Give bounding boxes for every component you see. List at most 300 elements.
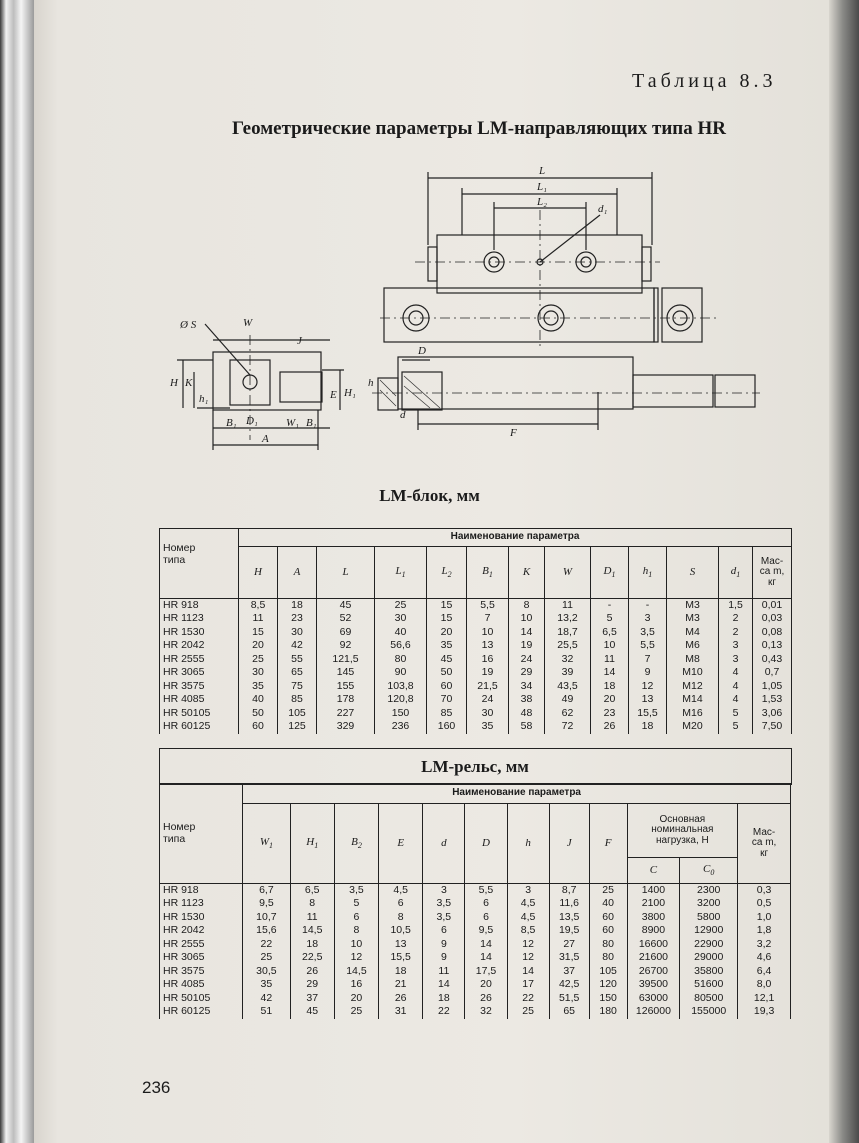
rail-table [159,783,791,1019]
value-cell: M12 [667,680,719,694]
rail-column-headers [160,804,791,858]
value-cell: 13,2 [545,612,591,626]
value-cell: 8,0 [738,978,791,992]
value-cell: 26700 [627,965,680,979]
value-cell: 6 [423,924,465,938]
value-cell: 8,5 [239,599,278,613]
rail-col-header: $H_1$ [290,804,334,884]
value-cell: 25 [243,951,290,965]
rail-load-col-header: $C_0$ [680,858,738,884]
value-cell: 18 [629,720,667,734]
type-cell: HR 60125 [160,720,239,734]
value-cell: 25 [334,1005,378,1019]
value-cell: 80 [375,653,427,667]
value-cell: 42 [278,639,317,653]
label-K: K [185,377,193,389]
value-cell: M10 [667,666,719,680]
value-cell: 3 [423,884,465,898]
value-cell: 19,5 [549,924,589,938]
value-cell: 18 [379,965,423,979]
value-cell: 2100 [627,897,680,911]
rail-subtitle-frame [159,748,792,785]
rail-subtitle: LM-рельс, мм [421,757,529,776]
value-cell: 121,5 [317,653,375,667]
value-cell: 50 [427,666,467,680]
value-cell: 4 [719,680,753,694]
value-cell: 1,0 [738,911,791,925]
type-cell: HR 2555 [160,653,239,667]
value-cell: 35 [427,639,467,653]
value-cell: 3 [507,884,549,898]
value-cell: 32 [465,1005,507,1019]
value-cell: 10 [467,626,509,640]
type-cell: HR 3065 [160,666,239,680]
type-cell: HR 3575 [160,680,239,694]
table-row [160,978,791,992]
value-cell: 35 [239,680,278,694]
value-cell: 3200 [680,897,738,911]
block-col-header: $D_1$ [591,547,629,599]
value-cell: 52 [317,612,375,626]
label-d1: d₁ [598,203,608,215]
value-cell: M3 [667,612,719,626]
value-cell: 32 [545,653,591,667]
table-row [160,680,792,694]
value-cell: 80 [589,938,627,952]
type-cell: HR 4085 [160,978,243,992]
value-cell: 2 [719,626,753,640]
type-cell: HR 918 [160,599,239,613]
value-cell: 5800 [680,911,738,925]
value-cell: 50 [239,707,278,721]
label-W1: W₁ [286,417,299,429]
value-cell: 9 [629,666,667,680]
value-cell: 14 [509,626,545,640]
value-cell: 6 [379,897,423,911]
value-cell: 60 [427,680,467,694]
value-cell: 65 [549,1005,589,1019]
value-cell: 34 [509,680,545,694]
block-col-header: $L_2$ [427,547,467,599]
value-cell: 31 [379,1005,423,1019]
type-cell: HR 1123 [160,612,239,626]
value-cell: 31,5 [549,951,589,965]
label-J: J [297,335,302,347]
value-cell: 1400 [627,884,680,898]
value-cell: M3 [667,599,719,613]
type-cell: HR 2555 [160,938,243,952]
value-cell: 15,6 [243,924,290,938]
value-cell: 12 [507,938,549,952]
value-cell: 45 [427,653,467,667]
value-cell: 8 [379,911,423,925]
block-col-header: S [667,547,719,599]
value-cell: 22,5 [290,951,334,965]
value-cell: 20 [591,693,629,707]
value-cell: 18 [423,992,465,1006]
table-row [160,612,792,626]
value-cell: 5 [334,897,378,911]
value-cell: 8 [509,599,545,613]
value-cell: 65 [278,666,317,680]
value-cell: 9,5 [243,897,290,911]
type-cell: HR 1530 [160,626,239,640]
value-cell: - [629,599,667,613]
value-cell: 63000 [627,992,680,1006]
label-H1: H₁ [344,387,356,399]
value-cell: 11 [290,911,334,925]
value-cell: 0,03 [753,612,792,626]
value-cell: 72 [545,720,591,734]
value-cell: 178 [317,693,375,707]
value-cell: 75 [278,680,317,694]
value-cell: 14 [465,951,507,965]
value-cell: 0,08 [753,626,792,640]
value-cell: 12 [507,951,549,965]
value-cell: 40 [375,626,427,640]
value-cell: 5 [719,720,753,734]
value-cell: 15 [427,612,467,626]
type-cell: HR 1530 [160,911,243,925]
block-subtitle: LM-блок, мм [379,486,480,505]
value-cell: 22 [243,938,290,952]
block-top-view [437,235,642,293]
value-cell: 8,7 [549,884,589,898]
value-cell: 16600 [627,938,680,952]
value-cell: 19 [467,666,509,680]
value-cell: 25 [589,884,627,898]
value-cell: 160 [427,720,467,734]
value-cell: 26 [465,992,507,1006]
value-cell: 4,6 [738,951,791,965]
value-cell: 150 [375,707,427,721]
label-h1: h₁ [199,393,209,405]
label-A: A [262,433,269,445]
rail-col-header: $W_1$ [243,804,290,884]
value-cell: 80 [589,951,627,965]
value-cell: 1,53 [753,693,792,707]
value-cell: 51600 [680,978,738,992]
value-cell: 17 [507,978,549,992]
type-cell: HR 60125 [160,1005,243,1019]
label-L1: L₁ [537,181,547,193]
value-cell: 5,5 [629,639,667,653]
value-cell: 29000 [680,951,738,965]
rail-col-header: h [507,804,549,884]
value-cell: 18,7 [545,626,591,640]
value-cell: 60 [589,911,627,925]
table-row [160,639,792,653]
table-row [160,599,792,613]
value-cell: 7,50 [753,720,792,734]
value-cell: 20 [465,978,507,992]
value-cell: 6,7 [243,884,290,898]
value-cell: 20 [334,992,378,1006]
block-col-header: $d_1$ [719,547,753,599]
value-cell: 0,43 [753,653,792,667]
value-cell: 15 [427,599,467,613]
block-col-header: L [317,547,375,599]
type-cell: HR 3065 [160,951,243,965]
rail-param-header: Наименование параметра [243,784,791,804]
value-cell: 9 [423,951,465,965]
value-cell: 20 [427,626,467,640]
value-cell: 6 [334,911,378,925]
table-row [160,924,791,938]
value-cell: 14 [591,666,629,680]
value-cell: 6 [465,911,507,925]
block-column-headers [160,547,792,599]
value-cell: 13 [629,693,667,707]
value-cell: 23 [591,707,629,721]
value-cell: 3 [629,612,667,626]
value-cell: 24 [467,693,509,707]
value-cell: 0,7 [753,666,792,680]
value-cell: 10,5 [379,924,423,938]
value-cell: 155000 [680,1005,738,1019]
value-cell: 35800 [680,965,738,979]
value-cell: 15 [239,626,278,640]
value-cell: 43,5 [545,680,591,694]
value-cell: 180 [589,1005,627,1019]
block-col-header: K [509,547,545,599]
value-cell: M4 [667,626,719,640]
table-row [160,884,791,898]
value-cell: 12 [334,951,378,965]
value-cell: 3800 [627,911,680,925]
value-cell: 145 [317,666,375,680]
block-col-header: $L_1$ [375,547,427,599]
value-cell: 1,8 [738,924,791,938]
rail-col-header: D [465,804,507,884]
value-cell: 25 [239,653,278,667]
value-cell: 3 [719,653,753,667]
label-D1: D₁ [246,415,258,427]
value-cell: - [591,599,629,613]
value-cell: 30 [278,626,317,640]
value-cell: 70 [427,693,467,707]
value-cell: 51,5 [549,992,589,1006]
value-cell: 25 [375,599,427,613]
rail-top-view [384,288,654,342]
label-h: h [368,377,374,389]
type-cell: HR 1123 [160,897,243,911]
value-cell: M6 [667,639,719,653]
label-L2: L₂ [537,196,547,208]
value-cell: 1,5 [719,599,753,613]
value-cell: 60 [589,924,627,938]
value-cell: 35 [467,720,509,734]
value-cell: 51 [243,1005,290,1019]
value-cell: 62 [545,707,591,721]
value-cell: 55 [278,653,317,667]
value-cell: 30,5 [243,965,290,979]
value-cell: 22900 [680,938,738,952]
value-cell: 236 [375,720,427,734]
value-cell: 10,7 [243,911,290,925]
rail-col-header: $B_2$ [334,804,378,884]
value-cell: 35 [243,978,290,992]
value-cell: 42 [243,992,290,1006]
value-cell: 60 [239,720,278,734]
table-row [160,720,792,734]
value-cell: 14 [465,938,507,952]
value-cell: 29 [290,978,334,992]
table-row [160,1005,791,1019]
value-cell: 48 [509,707,545,721]
value-cell: 69 [317,626,375,640]
value-cell: 4 [719,693,753,707]
rail-col-header: E [379,804,423,884]
rail-col-header: F [589,804,627,884]
value-cell: 14,5 [290,924,334,938]
value-cell: 10 [591,639,629,653]
value-cell: 126000 [627,1005,680,1019]
value-cell: 22 [423,1005,465,1019]
value-cell: 21 [379,978,423,992]
value-cell: 14,5 [334,965,378,979]
value-cell: 25,5 [545,639,591,653]
value-cell: 21,5 [467,680,509,694]
value-cell: 105 [589,965,627,979]
value-cell: 26 [379,992,423,1006]
value-cell: 15,5 [379,951,423,965]
value-cell: 19 [509,639,545,653]
table-row [160,938,791,952]
value-cell: 26 [290,965,334,979]
value-cell: 8,5 [507,924,549,938]
block-col-header: $B_1$ [467,547,509,599]
table-row [160,965,791,979]
table-row [160,897,791,911]
value-cell: 14 [507,965,549,979]
value-cell: 40 [239,693,278,707]
table-row [160,992,791,1006]
value-cell: 329 [317,720,375,734]
type-cell: HR 50105 [160,992,243,1006]
block-col-header: W [545,547,591,599]
label-d: d [400,409,406,421]
value-cell: M16 [667,707,719,721]
value-cell: 85 [427,707,467,721]
value-cell: 8900 [627,924,680,938]
table-row [160,707,792,721]
value-cell: 12 [629,680,667,694]
value-cell: 4 [719,666,753,680]
rail-load-col-header: C [627,858,680,884]
label-H: H [170,377,178,389]
value-cell: 2 [719,612,753,626]
value-cell: 3,5 [629,626,667,640]
type-cell: HR 3575 [160,965,243,979]
value-cell: 42,5 [549,978,589,992]
value-cell: 13 [379,938,423,952]
value-cell: 13 [467,639,509,653]
value-cell: 18 [278,599,317,613]
value-cell: 9 [423,938,465,952]
value-cell: 4,5 [507,911,549,925]
value-cell: 24 [509,653,545,667]
value-cell: 29 [509,666,545,680]
type-cell: HR 50105 [160,707,239,721]
value-cell: 18 [591,680,629,694]
value-cell: M20 [667,720,719,734]
value-cell: 6,5 [290,884,334,898]
value-cell: 23 [278,612,317,626]
value-cell: 3,2 [738,938,791,952]
label-F: F [510,427,517,439]
value-cell: 0,3 [738,884,791,898]
label-B1: B₁ [226,417,237,429]
value-cell: 11 [423,965,465,979]
rail-type-header: Номер типа [160,784,243,884]
value-cell: 4,5 [507,897,549,911]
table-row [160,693,792,707]
value-cell: 18 [290,938,334,952]
value-cell: 6 [465,897,507,911]
rail-col-header: J [549,804,589,884]
value-cell: 5 [719,707,753,721]
value-cell: 9,5 [465,924,507,938]
value-cell: 37 [290,992,334,1006]
value-cell: 15,5 [629,707,667,721]
block-type-header: Номер типа [160,529,239,599]
block-col-header: $h_1$ [629,547,667,599]
value-cell: 5,5 [465,884,507,898]
value-cell: 10 [334,938,378,952]
value-cell: 58 [509,720,545,734]
value-cell: 92 [317,639,375,653]
value-cell: 0,01 [753,599,792,613]
cross-section-view [213,352,321,410]
rail-mass-header: Мас- са m, кг [738,804,791,884]
label-W: W [243,317,253,329]
value-cell: 120,8 [375,693,427,707]
rail-load-header: Основная номинальная нагрузка, Н [627,804,738,858]
value-cell: 16 [334,978,378,992]
value-cell: 8 [334,924,378,938]
value-cell: 19,3 [738,1005,791,1019]
value-cell: 80500 [680,992,738,1006]
value-cell: 103,8 [375,680,427,694]
label-E: E [330,389,337,401]
value-cell: 22 [507,992,549,1006]
value-cell: 3,5 [334,884,378,898]
value-cell: 38 [509,693,545,707]
value-cell: 90 [375,666,427,680]
value-cell: M8 [667,653,719,667]
value-cell: 120 [589,978,627,992]
table-number: Таблица 8.3 [632,70,777,92]
block-param-header: Наименование параметра [239,529,792,547]
block-col-header: A [278,547,317,599]
block-mass-header: Мас- са m, кг [753,547,792,599]
value-cell: 40 [589,897,627,911]
value-cell: 105 [278,707,317,721]
value-cell: 4,5 [379,884,423,898]
value-cell: 12900 [680,924,738,938]
block-table [159,528,792,734]
value-cell: 85 [278,693,317,707]
value-cell: 20 [239,639,278,653]
value-cell: 30 [375,612,427,626]
value-cell: 21600 [627,951,680,965]
table-row [160,626,792,640]
type-cell: HR 2042 [160,639,239,653]
value-cell: 11 [591,653,629,667]
value-cell: 56,6 [375,639,427,653]
value-cell: 155 [317,680,375,694]
